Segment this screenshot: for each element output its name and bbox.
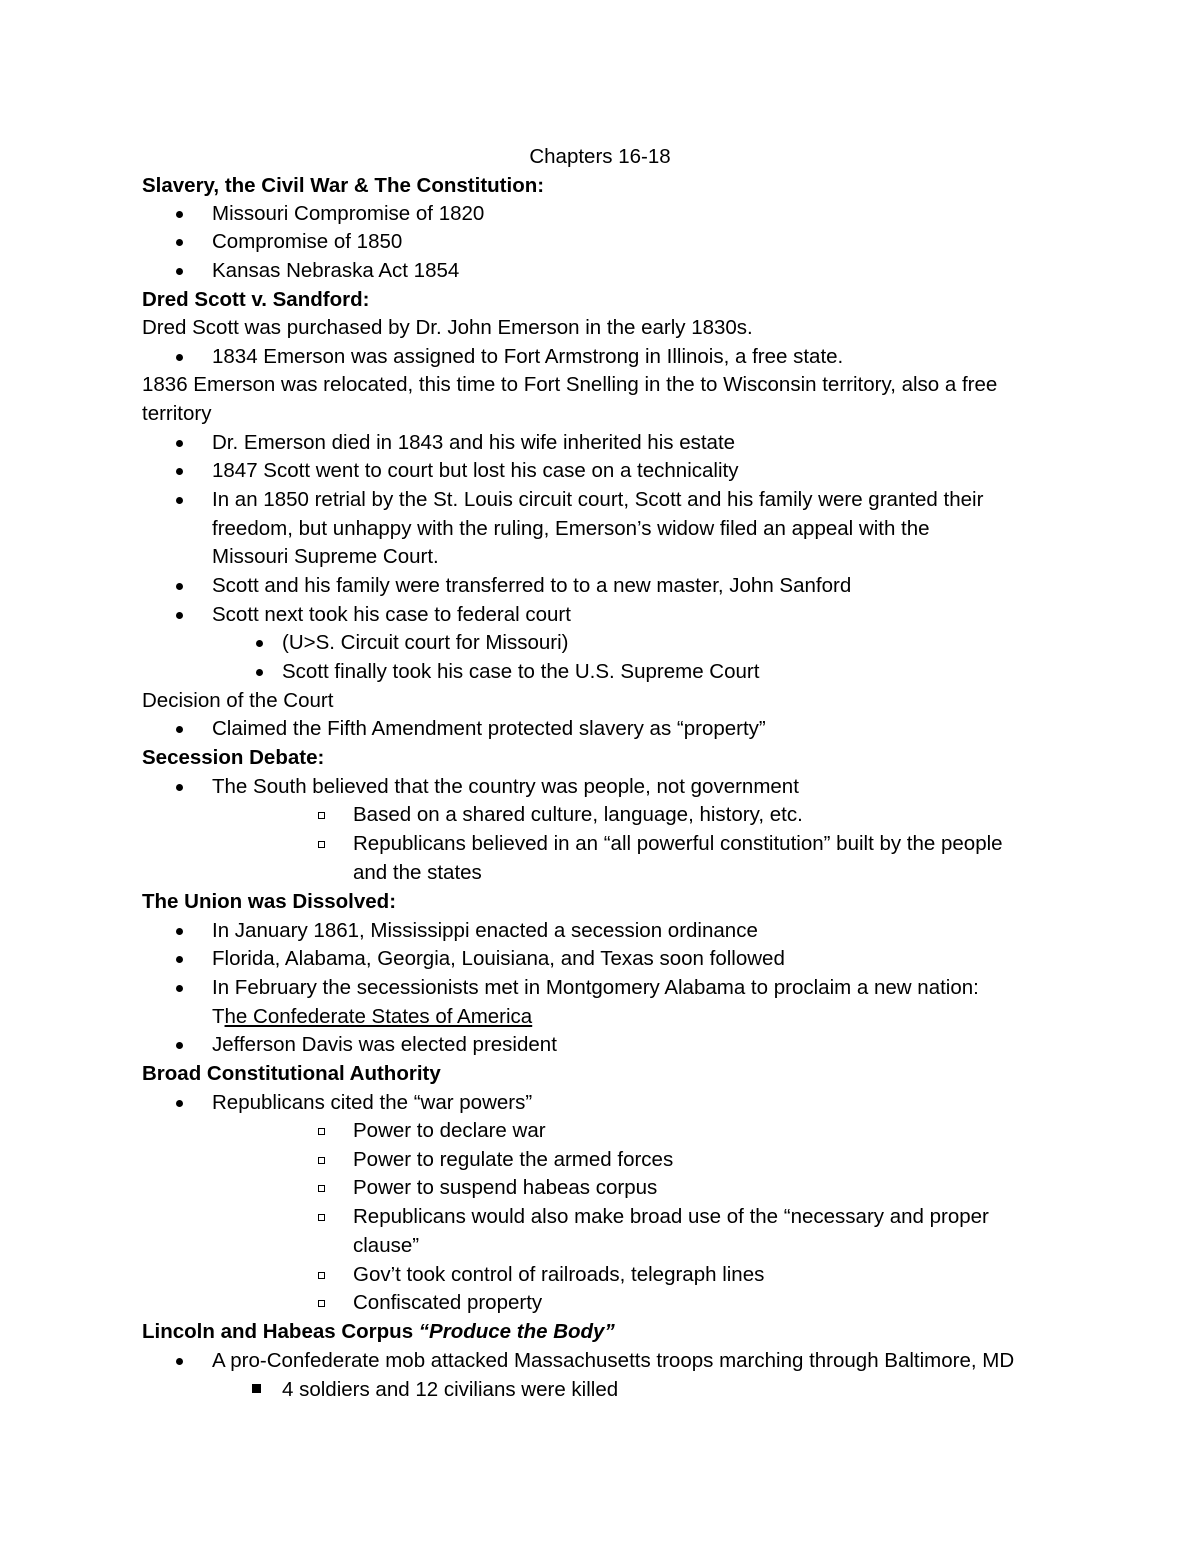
list-item: Jefferson Davis was elected president — [212, 1033, 557, 1056]
sub-list-item: Power to regulate the armed forces — [353, 1148, 674, 1171]
list-item: A pro-Confederate mob attacked Massachusetts troops marching through Baltimore, MD — [212, 1349, 1015, 1372]
bullet-icon — [176, 612, 183, 619]
list-item: Dr. Emerson died in 1843 and his wife inherited his estate — [212, 431, 736, 454]
paragraph: territory — [142, 402, 212, 425]
section-heading: Dred Scott v. Sandford: — [142, 288, 370, 311]
section-heading: Slavery, the Civil War & The Constitution: — [142, 174, 545, 197]
open-square-bullet-icon — [318, 812, 325, 819]
list-item: Scott next took his case to federal court — [212, 603, 571, 626]
list-item: Missouri Compromise of 1820 — [212, 202, 485, 225]
list-item: Scott and his family were transferred to to a new master, John Sanford — [212, 574, 852, 597]
paragraph: 1836 Emerson was relocated, this time to Fort Snelling in the to Wisconsin territory, also a free — [142, 373, 998, 396]
sub-list-item: Power to declare war — [353, 1119, 546, 1142]
bullet-icon — [256, 669, 263, 676]
bullet-icon — [176, 1042, 183, 1049]
open-square-bullet-icon — [318, 841, 325, 848]
section-heading: Broad Constitutional Authority — [142, 1062, 441, 1085]
sub-list-item: Confiscated property — [353, 1291, 543, 1314]
bullet-icon — [176, 726, 183, 733]
open-square-bullet-icon — [318, 1128, 325, 1135]
list-item-continuation — [212, 1003, 532, 1031]
sub-list-item-continuation: clause” — [353, 1234, 420, 1257]
list-item: Republicans cited the “war powers” — [212, 1091, 533, 1114]
list-item: Kansas Nebraska Act 1854 — [212, 259, 460, 282]
sub-list-item: 4 soldiers and 12 civilians were killed — [282, 1378, 619, 1401]
bullet-icon — [256, 640, 263, 647]
filled-square-bullet-icon — [252, 1384, 261, 1393]
list-item: 1847 Scott went to court but lost his case on a technicality — [212, 459, 739, 482]
section-heading-italic: “Produce the Body” — [418, 1320, 615, 1343]
list-item: In January 1861, Mississippi enacted a secession ordinance — [212, 919, 758, 942]
list-item-continuation: freedom, but unhappy with the ruling, Emerson’s widow filed an appeal with the — [212, 517, 930, 540]
list-item: In February the secessionists met in Montgomery Alabama to proclaim a new nation: — [212, 976, 979, 999]
paragraph: Dred Scott was purchased by Dr. John Emerson in the early 1830s. — [142, 316, 753, 339]
bullet-icon — [176, 239, 183, 246]
bullet-icon — [176, 784, 183, 791]
bullet-icon — [176, 354, 183, 361]
bullet-icon — [176, 1100, 183, 1107]
sub-list-item: (U>S. Circuit court for Missouri) — [282, 631, 569, 654]
section-heading: Secession Debate: — [142, 746, 325, 769]
bullet-icon — [176, 1358, 183, 1365]
sub-list-item: Gov’t took control of railroads, telegraph lines — [353, 1263, 765, 1286]
list-item: Florida, Alabama, Georgia, Louisiana, and Texas soon followed — [212, 947, 785, 970]
sub-list-item: Based on a shared culture, language, history, etc. — [353, 803, 803, 826]
bullet-icon — [176, 468, 183, 475]
document-title: Chapters 16-18 — [529, 145, 671, 168]
bullet-icon — [176, 583, 183, 590]
open-square-bullet-icon — [318, 1300, 325, 1307]
list-item: Compromise of 1850 — [212, 230, 403, 253]
bullet-icon — [176, 956, 183, 963]
section-heading — [142, 1318, 615, 1346]
bullet-icon — [176, 268, 183, 275]
list-item: Claimed the Fifth Amendment protected slavery as “property” — [212, 717, 766, 740]
open-square-bullet-icon — [318, 1272, 325, 1279]
paragraph: Decision of the Court — [142, 689, 334, 712]
list-item-continuation: Missouri Supreme Court. — [212, 545, 439, 568]
sub-list-item-continuation: and the states — [353, 861, 482, 884]
list-item: In an 1850 retrial by the St. Louis circuit court, Scott and his family were granted their — [212, 488, 984, 511]
list-item: The South believed that the country was people, not government — [212, 775, 799, 798]
confederate-name-underlined: he Confederate States of America — [224, 1005, 533, 1028]
bullet-icon — [176, 497, 183, 504]
open-square-bullet-icon — [318, 1157, 325, 1164]
sub-list-item: Power to suspend habeas corpus — [353, 1176, 658, 1199]
sub-list-item: Scott finally took his case to the U.S. Supreme Court — [282, 660, 760, 683]
sub-list-item: Republicans would also make broad use of the “necessary and proper — [353, 1205, 989, 1228]
open-square-bullet-icon — [318, 1185, 325, 1192]
bullet-icon — [176, 985, 183, 992]
bullet-icon — [176, 928, 183, 935]
list-item: 1834 Emerson was assigned to Fort Armstrong in Illinois, a free state. — [212, 345, 844, 368]
bullet-icon — [176, 440, 183, 447]
sub-list-item: Republicans believed in an “all powerful constitution” built by the people — [353, 832, 1003, 855]
bullet-icon — [176, 211, 183, 218]
open-square-bullet-icon — [318, 1214, 325, 1221]
section-heading: The Union was Dissolved: — [142, 890, 397, 913]
section-heading-text: Lincoln and Habeas Corpus — [142, 1320, 419, 1343]
confederate-name-prefix: T — [212, 1005, 225, 1028]
